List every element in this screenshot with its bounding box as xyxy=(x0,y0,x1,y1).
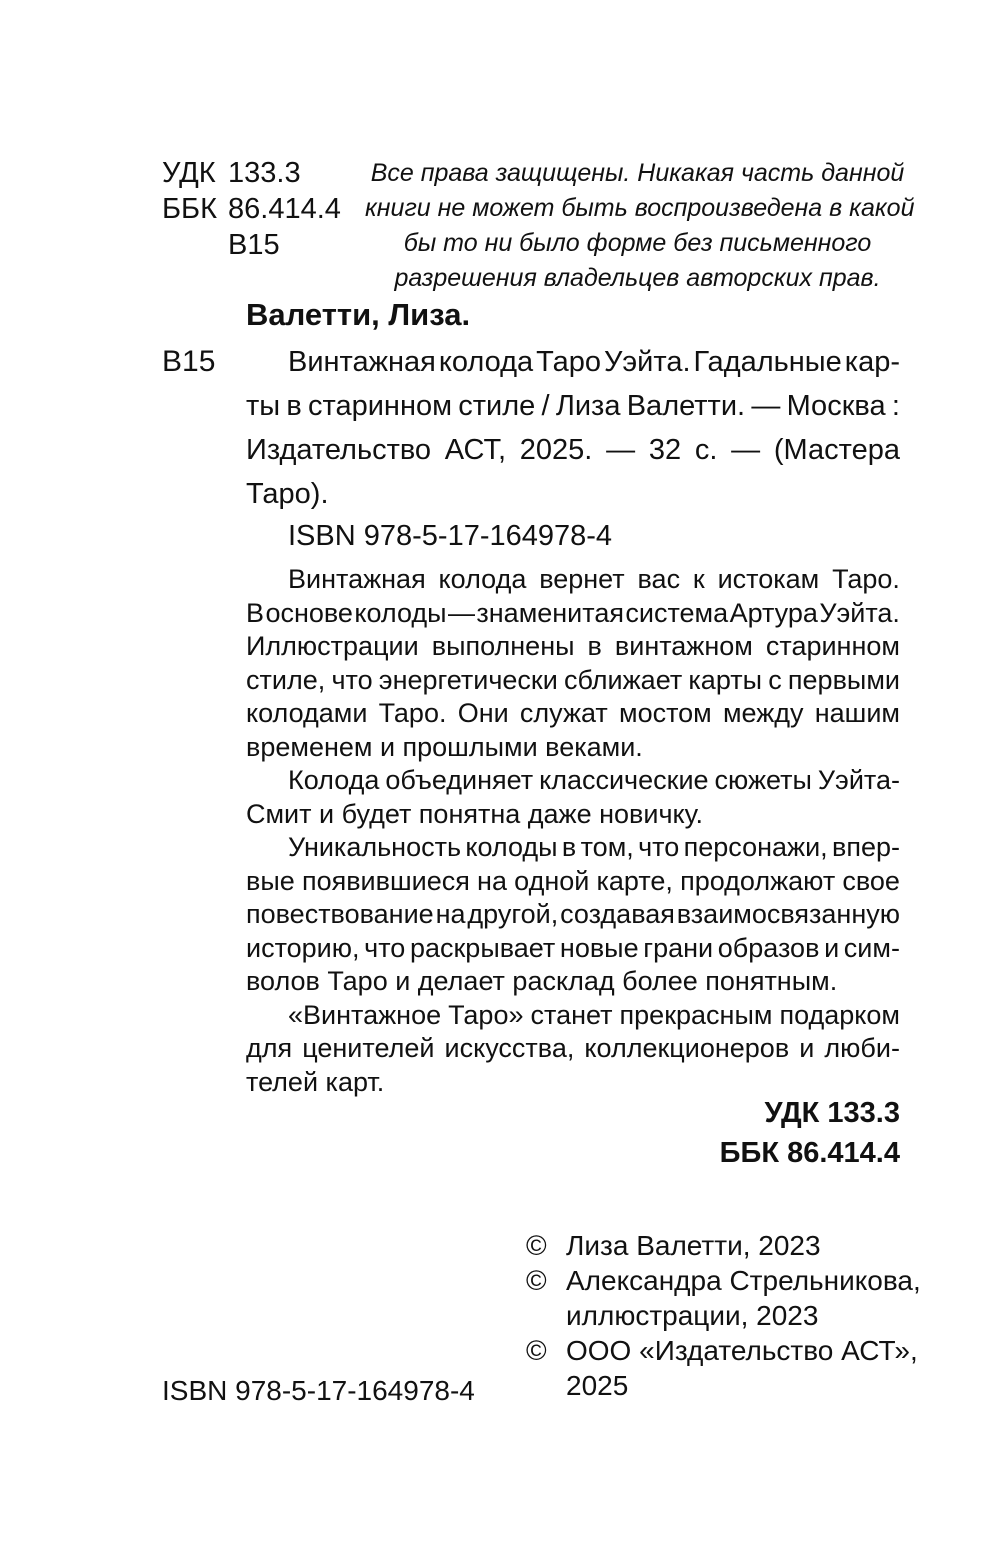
annotation-word: прекрасным xyxy=(619,999,773,1030)
rights-notice xyxy=(365,156,915,296)
author-mark: В15 xyxy=(228,229,280,261)
biblio-word: — xyxy=(606,434,636,466)
annotation-line xyxy=(246,932,900,966)
bbk-code: ББК 86.414.4 xyxy=(719,1137,900,1169)
biblio-word: Лиза xyxy=(555,390,621,422)
udk-value: 133.3 xyxy=(228,157,301,189)
biblio-word: 2025. xyxy=(519,434,593,466)
annotation-word: Таро. xyxy=(832,564,900,594)
annotation-word: винтажном xyxy=(614,631,753,661)
annotation xyxy=(246,563,900,1099)
annotation-word: выполнены xyxy=(431,631,575,661)
copyright-line xyxy=(526,1228,921,1263)
annotation-word: на xyxy=(477,865,507,896)
biblio-word: Москва xyxy=(786,390,886,422)
author-heading: Валетти, Лиза. xyxy=(246,297,471,332)
annotation-word: появившиеся xyxy=(301,865,470,896)
annotation-word: колоды xyxy=(465,832,558,862)
copyright-text: 2025 xyxy=(566,1370,629,1401)
rights-line: бы то ни было форме без письменного xyxy=(403,229,872,257)
biblio-word: в xyxy=(286,390,302,422)
annotation-word: что xyxy=(638,832,680,862)
annotation-word: Винтажная xyxy=(288,564,426,594)
annotation-word: мостом xyxy=(619,698,712,728)
annotation-word: историю, xyxy=(246,932,360,963)
annotation-word: с xyxy=(768,664,782,695)
annotation-line xyxy=(246,1032,900,1066)
annotation-line xyxy=(246,898,900,932)
biblio-word: Таро xyxy=(536,346,601,378)
classification-codes xyxy=(720,1093,900,1173)
biblio-word: кар- xyxy=(844,346,900,378)
copyright-text: Александра Стрельникова, xyxy=(566,1265,921,1296)
biblio-line xyxy=(246,428,900,472)
annotation-line xyxy=(246,999,900,1033)
annotation-word: и xyxy=(824,932,840,963)
annotation-word: служат xyxy=(519,698,608,728)
annotation-line xyxy=(246,798,900,832)
biblio-word: : xyxy=(891,390,900,422)
copyright-text: Лиза Валетти, 2023 xyxy=(566,1230,821,1261)
annotation-word: старинном xyxy=(765,631,900,661)
copyright-line xyxy=(526,1298,921,1333)
annotation-word: станет xyxy=(530,999,613,1030)
annotation-line xyxy=(246,697,900,731)
annotation-line xyxy=(246,630,900,664)
annotation-line xyxy=(246,563,900,597)
annotation-word: истокам xyxy=(717,564,820,594)
biblio-code: В15 xyxy=(162,345,216,378)
biblio-word: с. xyxy=(694,434,718,466)
annotation-word: и xyxy=(799,1033,815,1063)
annotation-word: Колода xyxy=(288,765,380,795)
copyright-sign xyxy=(526,1368,566,1403)
annotation-word: «Винтажное xyxy=(288,999,442,1030)
annotation-word: — xyxy=(447,597,475,628)
annotation-word: повествование xyxy=(246,899,434,929)
annotation-word: Таро. xyxy=(378,698,447,728)
biblio-word: Уэйта. xyxy=(603,346,691,378)
biblio-word: / xyxy=(541,390,550,422)
copyright-line xyxy=(526,1333,921,1368)
annotation-word: система xyxy=(625,597,729,628)
annotation-word: нашим xyxy=(814,698,900,728)
annotation-word: Иллюстрации xyxy=(246,631,419,661)
isbn-main: ISBN 978-5-17-164978-4 xyxy=(288,520,613,552)
annotation-line xyxy=(246,764,900,798)
annotation-word: образов xyxy=(717,932,820,963)
annotation-word: подарком xyxy=(779,999,900,1030)
biblio-word: ты xyxy=(246,390,281,422)
biblio-line xyxy=(246,472,900,516)
annotation-word: вас xyxy=(637,564,681,594)
biblio-word: Гадальные xyxy=(693,346,842,378)
annotation-word: что xyxy=(331,664,373,695)
annotation-word: вые xyxy=(246,865,295,896)
annotation-word: объединяет xyxy=(385,765,534,795)
annotation-word: Они xyxy=(457,698,509,728)
annotation-line xyxy=(246,731,900,765)
annotation-word: карты xyxy=(688,664,763,695)
bibliographic-record xyxy=(246,340,900,516)
annotation-word: колодами xyxy=(246,698,368,728)
biblio-word: колода xyxy=(438,346,534,378)
annotation-word: продолжают xyxy=(680,865,836,896)
biblio-word: 32 xyxy=(648,434,682,466)
annotation-word: Уэйта- xyxy=(817,765,900,795)
annotation-word: создавая xyxy=(560,899,675,929)
annotation-word: вернет xyxy=(539,564,625,594)
annotation-line xyxy=(246,865,900,899)
biblio-word: — xyxy=(751,390,781,422)
udk-code: УДК 133.3 xyxy=(764,1097,900,1129)
annotation-line xyxy=(246,597,900,631)
annotation-word: Артура xyxy=(729,597,818,628)
biblio-word: Винтажная xyxy=(288,346,436,378)
annotation-word: новые xyxy=(559,932,639,963)
annotation-word: на xyxy=(435,899,466,929)
annotation-word: энергетически xyxy=(378,664,558,695)
annotation-word: персонажи, xyxy=(683,832,828,862)
annotation-word: между xyxy=(722,698,804,728)
annotation-word: волов Таро и делает расклад более понятным. xyxy=(246,966,838,996)
annotation-word: люби- xyxy=(824,1033,900,1063)
annotation-word: колода xyxy=(438,564,527,594)
copyright-sign: © xyxy=(526,1265,547,1296)
annotation-word: первыми xyxy=(787,664,900,695)
copyright-line xyxy=(526,1263,921,1298)
biblio-word: стиле xyxy=(458,390,536,422)
annotation-word: классические xyxy=(539,765,709,795)
biblio-word: — xyxy=(731,434,761,466)
biblio-word: Издательство xyxy=(246,434,432,466)
annotation-word: одной xyxy=(514,865,590,896)
annotation-word: грани xyxy=(643,932,714,963)
annotation-line xyxy=(246,664,900,698)
annotation-word: сим- xyxy=(843,932,900,963)
annotation-line xyxy=(246,965,900,999)
annotation-word: основе xyxy=(265,597,353,628)
annotation-word: взаимосвязанную xyxy=(676,899,900,929)
biblio-word: старинном xyxy=(308,390,453,422)
annotation-word: Смит и будет понятна даже новичку. xyxy=(246,798,703,829)
annotation-word: Уникальность xyxy=(288,832,462,862)
annotation-word: Таро» xyxy=(448,999,524,1030)
copyright-block xyxy=(526,1228,921,1403)
annotation-word: в xyxy=(587,631,602,661)
biblio-word: Таро). xyxy=(246,478,329,510)
biblio-word: Валетти. xyxy=(626,390,746,422)
annotation-word: свое xyxy=(842,865,900,896)
annotation-word: раскрывает xyxy=(409,932,556,963)
biblio-word: АСТ, xyxy=(444,434,507,466)
copyright-text: ООО «Издательство АСТ», xyxy=(566,1335,918,1366)
annotation-word: ценителей xyxy=(302,1033,435,1063)
copyright-text: иллюстрации, 2023 xyxy=(566,1300,819,1331)
annotation-word: в xyxy=(561,832,577,862)
biblio-line xyxy=(246,340,900,384)
annotation-word: искусства, xyxy=(444,1033,575,1063)
isbn-bottom: ISBN 978-5-17-164978-4 xyxy=(162,1375,475,1406)
udk-label: УДК xyxy=(162,157,216,189)
annotation-word: карте, xyxy=(596,865,673,896)
annotation-word: стиле, xyxy=(246,664,326,695)
rights-line: книги не может быть воспроизведена в какой xyxy=(365,194,915,222)
annotation-line xyxy=(246,831,900,865)
annotation-word: сближает xyxy=(564,664,683,695)
biblio-line xyxy=(246,384,900,428)
annotation-word: телей карт. xyxy=(246,1066,385,1097)
annotation-word: колоды xyxy=(354,597,447,628)
annotation-word: знаменитая xyxy=(476,597,624,628)
annotation-word: сюжеты xyxy=(714,765,812,795)
annotation-word: впер- xyxy=(832,832,900,862)
biblio-word: (Мастера xyxy=(773,434,900,466)
annotation-word: коллекционеров xyxy=(584,1033,790,1063)
annotation-word: для xyxy=(246,1033,293,1063)
annotation-word: В xyxy=(246,597,265,628)
bbk-label: ББК xyxy=(162,193,217,225)
annotation-word: том, xyxy=(580,832,634,862)
annotation-word: другой, xyxy=(467,899,559,929)
annotation-word: Уэйта. xyxy=(819,597,900,628)
copyright-sign: © xyxy=(526,1335,547,1366)
annotation-word: временем и прошлыми веками. xyxy=(246,731,643,762)
annotation-word: к xyxy=(692,564,705,594)
annotation-word: что xyxy=(364,932,406,963)
copyright-sign xyxy=(526,1298,566,1333)
copyright-line xyxy=(526,1368,921,1403)
rights-line: разрешения владельцев авторских прав. xyxy=(394,264,881,292)
copyright-sign: © xyxy=(526,1230,547,1261)
bbk-value: 86.414.4 xyxy=(228,193,341,225)
rights-line: Все права защищены. Никакая часть данной xyxy=(370,159,905,187)
